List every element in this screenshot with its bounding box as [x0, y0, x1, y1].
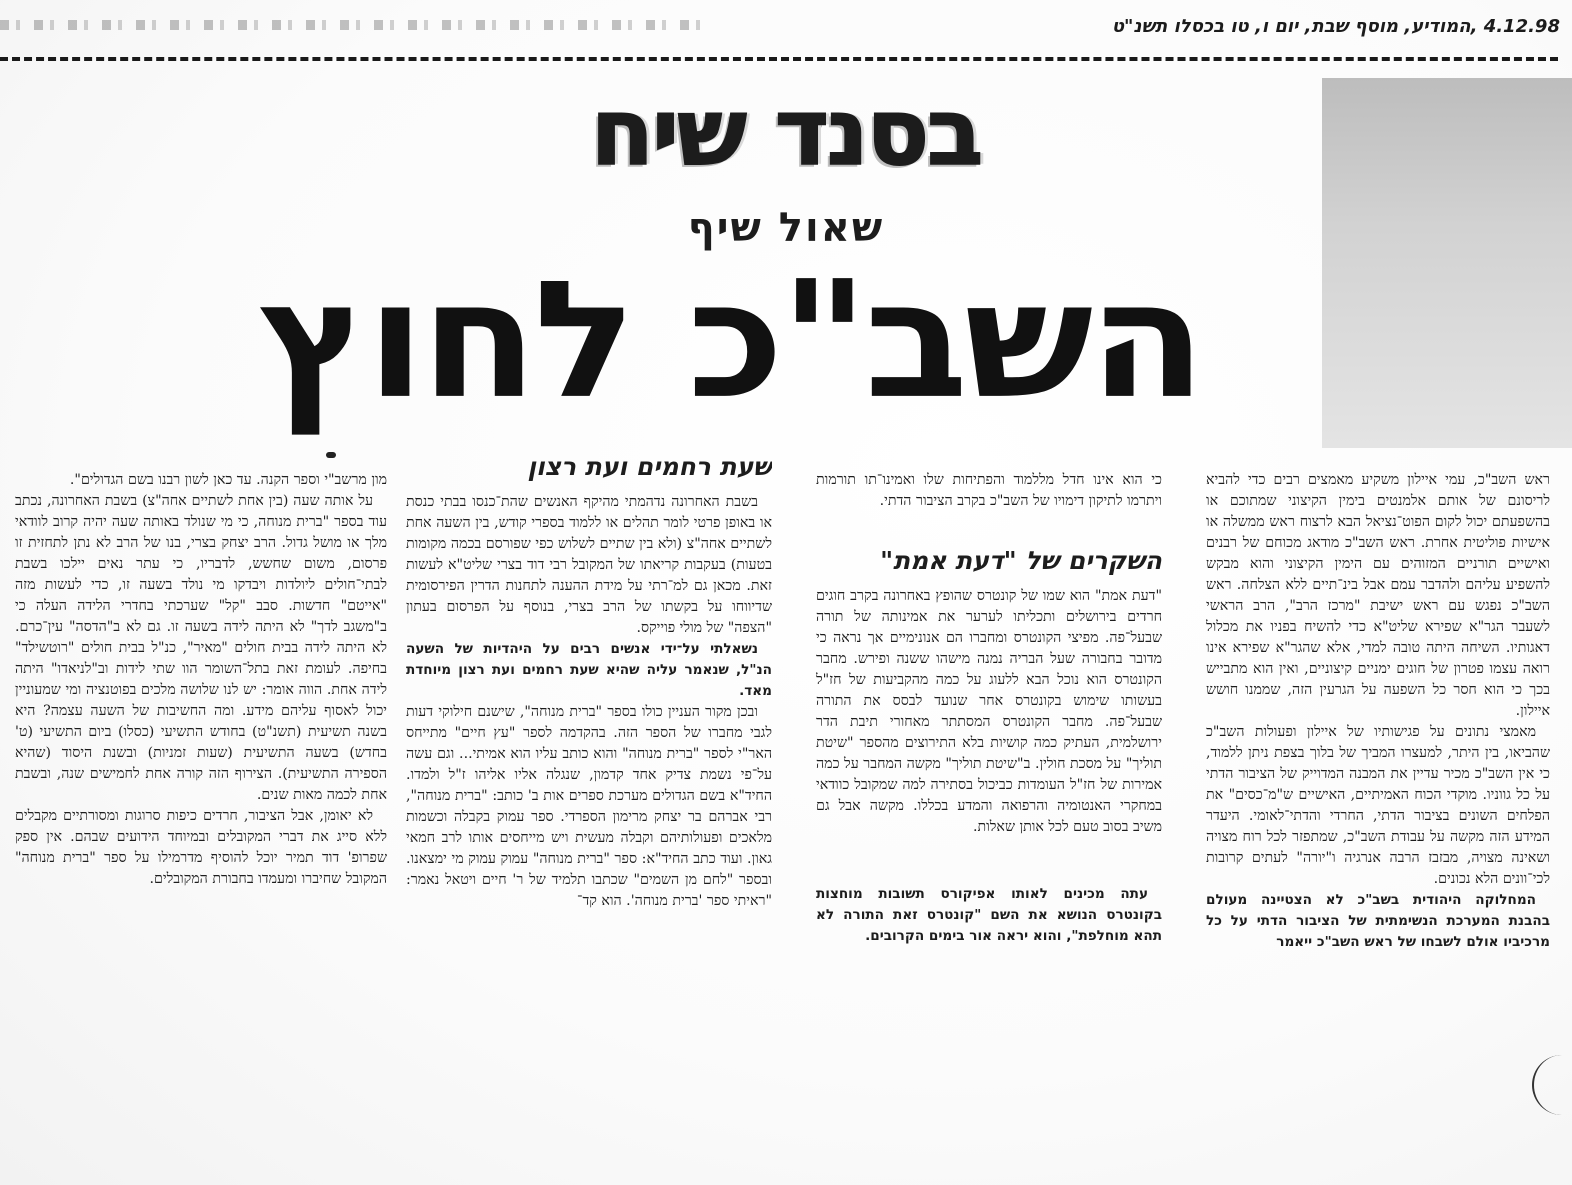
paragraph: המחלוקה היהודית בשב"כ לא הצטיינה מעולם בהבנת המערכת הנשימתית של הציבור הדתי על כל מרכיביו אולם לשבחו של ראש השב"כ ייאמר — [1206, 892, 1550, 950]
headline: השב"כ לחוץ — [258, 246, 1202, 435]
spacer — [816, 512, 1162, 546]
paragraph: מאמצי נתונים על פגישותיו של איילון ופעולות השב"כ שהביאו, בין היתר, למעצרו המביך של בלוך בצפת ניתן ללמוד, כי אין השב"כ מכיר עדיין את המבנה המדוייק של הציבור הדתי על כל גווניו. מוקדי הכוח האמיתיים, האישיים ש"מ־כסים" את הפלחים השונים בציבור הדתי, החרדי והדתי־לאומי. היעדר המידע הזה מקשה על עבודת השב"כ, שמתפזר לכל רוח מצויה ושאינה מצויה, מבזבז הרבה אנרגיה ו"יורה" לעתים קרובות לכי־וונים הלא נכונים. — [1206, 724, 1550, 887]
masthead-dateline: 4.12.98 ,המודיע, מוסף שבת, יום ו, טו בכסלו תשנ"ט — [1111, 16, 1560, 37]
paragraph: בשבת האחרונה נדהמתי מהיקף האנשים שהת־כנסו בבתי כנסת או באופן פרטי לומר תהלים או ללמוד בספרי קודש, בין השעה אחת לשתיים אחה"צ (ולא בין שתיים לשלוש כפי שפורסם בכמה מקומות בטעות) בעקבות קריאתו של המקובל רבי דוד בצרי שליט"א לעשות זאת. מכאן גם למ־רתי על מידת ההענה לתחנות הדרין הפירסומית שדיווחו על בקשתו של הרב בצרי, בנוסף על הפרסום בעתון "הצפה" של מולי פוייקס. — [406, 494, 772, 636]
print-mark — [326, 452, 336, 458]
paragraph: כי הוא אינו חדל מללמוד והפתיחות שלו ואמינו־תו תורמות ויתרמו לתיקון דימויו של השב"כ בקרב הציבור הדתי. — [816, 472, 1162, 509]
masthead — [0, 8, 1572, 44]
section-subhead: השקרים של "דעת אמת" — [880, 546, 1162, 575]
paragraph: על אותה שעה (בין אחת לשתיים אחה"צ) בשבת האחרונה, נכתב עוד בספר "ברית מנוחה, כי מי שנולד באותה שעה יהיה קרוב לוודאי מלך או מושל גדול. הרב יצחק בצרי, בנו של הרב לא נתן לתחזית זו פרסום, משום שחשש, לדבריו, כי עתר נאים יילכו בשבת לבתי־חולים ליולדות ויבדקו מי נולד בשעה זו, כדי לעשות מזה "אייטם" חדשות. סבב "קל" שערכתי בחדרי הלידה העלה כי ב"משגב לדך" לא היתה לידה בשעה זו. גם לא ב"הדסה" עין־כרם. לא היתה לידה בבית חולים "מאיר", כנ"ל בבית חולים "רוטשילד" בחיפה. לעומת זאת בתל־השומר הוו שתי לידות וב"לניאדו" היתה לידה אחת. הווה אומר: יש לנו שלושה מלכים בפוטנציה ומי שמעוניין יכול לאסוף עליהם מידע. ומה החשיבות של השעה עצמה? היא בשנה תשיעית (תשנ"ט) בחודש התשיעי (כסלו) ביום התשיעי (ט' בחדש) בשעה התשיעית (שעות זמניות) ובשנת היסוד (שהיא הספירה התשיעית). הצירוף הזה קורה אחת לחמישים שנה, ובשבת אחת לכמה מאות שנים. — [15, 493, 387, 803]
paragraph: ובכן מקור העניין כולו בספר "ברית מנוחה", שישנם חילוקי דעות לגבי מחברו של הספר הזה. בהקדמה לספר "עץ חיים" מתייחס האר"י לספר "ברית מנוחה" והוא כותב עליו הוא אמיתי... וגם עשה על־פי נשמת צדיק אחד קדמון, שנגלה אליו אליהו ז"ל ולמדו. החיד"א בשם הגדולים מערכת ספרים אות ב' כותב: "ברית מנוחה", רבי אברהם בר יצחק מרימון הספרדי. ספר עמוק בקבלה וכשמות מלאכים ופעולותיהם וקבלה מעשית ויש מייחסים אותו לרב חמאי גאון. ועוד כתב החיד"א: ספר "ברית מנוחה" עמוק עמוק מי ימצאנו. ובספר "לחם מן השמים" שכתבו תלמיד של ר' חיים ויטאל נאמר: "ראיתי ספר 'ברית מנוחה'. הוא קד־ — [406, 704, 772, 909]
paragraph: עתה מכינים לאותו אפיקורס תשובות מוחצות בקונטרס הנושא את השם "קונטרס זאת התורה לא תהא מוחלפת", והוא יראה אור בימים הקרובים. — [816, 886, 1162, 944]
paragraph: ראש השב"כ, עמי איילון משקיע מאמצים רבים כדי להביא לריסונם של אותם אלמנטים בימין הקיצוני שמתוכם או בהשפעתם יכול לקום הפוט־נציאל הבא לרצוח ראש ממשלה או אישיות פוליטית אחרת. ראש השב"כ מודאג מכוחם של רבנים ואישיים תורניים המזוהים עם הימין הקיצוני והוא מבקש להשפיע עליהם ולהדבר עמם אבל בינ־תיים ללא הצלחה. ראש השב"כ נפגש עם ראש ישיבת "מרכז הרב", הרב הראשי לשעבר הגר"א שפירא שליט"א כדי להשיח בפניו את מכלול דאגותיו. השיחה היתה טובה למדי, אלא שהגר"א שפירא אינו רואה עצמו פטרון של חוגים ימניים קיצוניים, ואין הוא מתבייש בכך כי הוא חסר כל השפעה על הגרעין הזה, שממנו חושש איילון. — [1206, 472, 1550, 719]
section-subhead: שעת רחמים ועת רצון — [527, 452, 772, 481]
masthead-faint-text — [0, 20, 700, 30]
paragraph: "דעת אמת" הוא שמו של קונטרס שהופץ באחרונה בקרב חוגים חרדים בירושלים ותכליתו לערער את אמינותה של תורה שבעל־פה. מפיצי הקונטרס ומחברו הם אנונימיים אך נראה כי מדובר בחבורה שעל הבריה נמנה מישהו ששנה ופירש. מחבר הקונטרס הוא נוכל הבא ללעוג על כמה מהקביעות של חז"ל בעשותו שימוש בקונטרס אחר שנועד לבסס את התורה שבעל־פה. מחבר הקונטרס המסתתר מאחורי תיבת הדר ירושלמית, העתיק כמה קושיות בלא התירוצים מהספר "שיטת תוליך" על מסכת חולין. ב"שיטת תוליך" מקשה המחבר על כמה אמירות של חז"ל העומדות כביכול בסתירה למה שמקובל כוודאי במחקרי האנטומיה והרפואה והמדע בכללו. מקשה אבל גם משיב בסוב טעם לכל אותן שאלות. — [816, 588, 1162, 835]
column-kicker: בסנד שיח — [590, 79, 982, 186]
byline: שאול שיף — [687, 205, 885, 251]
article-column-4 — [15, 470, 387, 1185]
paragraph: נשאלתי על־ידי אנשים רבים על היהדיות של השעה הנ"ל, שנאמר עליה שהיא שעת רחמים ועת רצון מיוחדת מאד. — [406, 641, 772, 699]
article-column-2 — [816, 470, 1162, 1185]
article-column-3 — [406, 452, 772, 1167]
paragraph: לא יאומן, אבל הציבור, חרדים כיפות סרוגות ומסורתיים מקבלים ללא סייג את דברי המקובלים ובמיוחד הידועים שבהם. אין ספק שפרופ' דוד תמיר יוכל להוסיף מדרמילו על ספר "ברית מנוחה" המקובל שחיברו ומעמדו בחבורת המקובלים. — [15, 808, 387, 887]
paragraph: מון מרשב"י וספר הקנה. עד כאן לשון רבנו בשם הגדולים". — [69, 472, 387, 488]
spacer — [816, 838, 1162, 884]
article-column-1 — [1206, 470, 1550, 1185]
dashed-rule — [0, 57, 1558, 61]
